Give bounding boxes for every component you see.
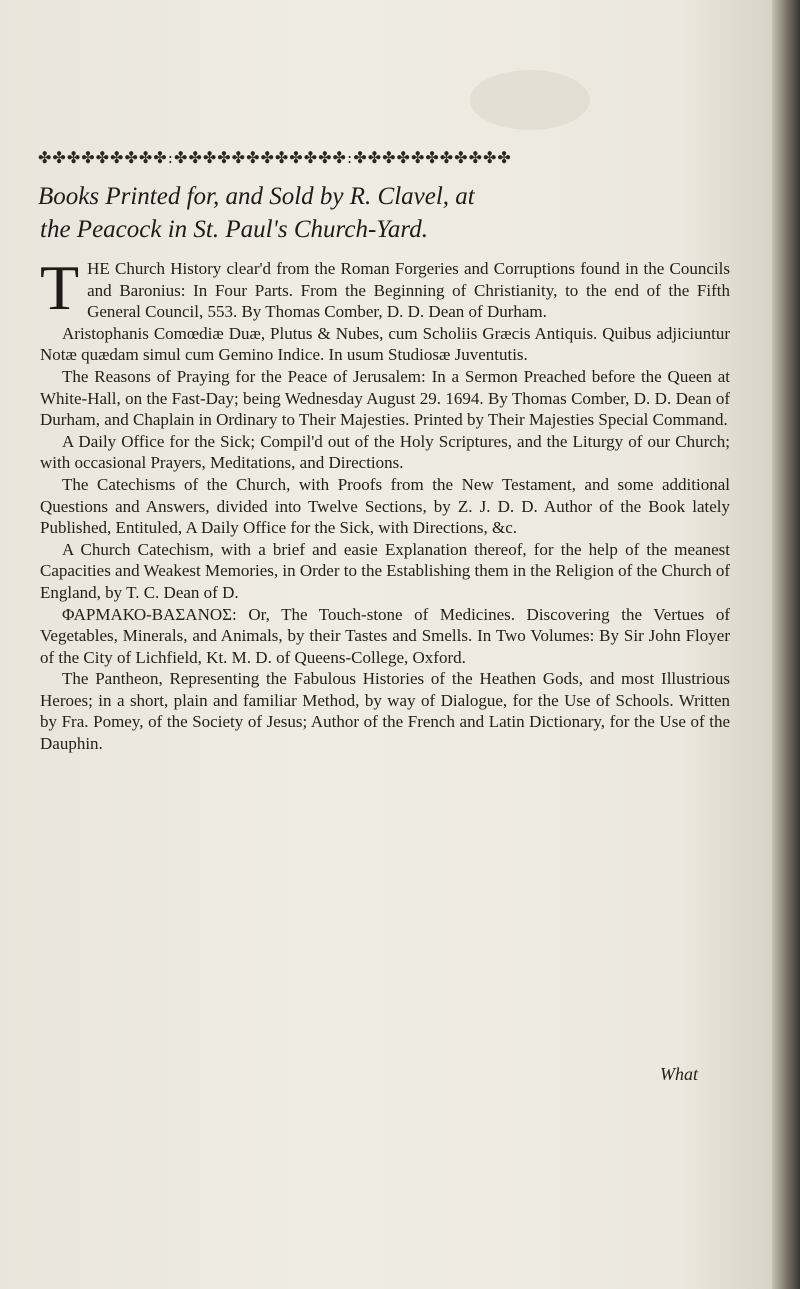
- drop-cap: T: [40, 252, 80, 323]
- list-item: The Pantheon, Representing the Fabulous Histories of the Heathen Gods, and most Illustrious Heroes; in a short, plain and familiar Method, by way of Dialogue, for the Use of Schools. Written by Fra. Pomey, of the Society of Jesus; Author of the French and Latin Dictionary, for the Use of the Dauphin.: [40, 669, 730, 754]
- list-item: HE Church History clear'd from the Roman Forgeries and Corruptions found in the Councils and Baronius: In Four Parts. From the Beginning of Christianity, to the end of the Fifth General Council, 553. By Thomas Comber, D. D. Dean of Durham.: [87, 259, 730, 322]
- list-item: The Reasons of Praying for the Peace of Jerusalem: In a Sermon Preached before the Queen at White-Hall, on the Fast-Day; being Wednesday August 29. 1694. By Thomas Comber, D. D. Dean of Durham, and Chaplain in Ordinary to Their Majesties. Printed by Their Majesties Special Command.: [40, 366, 730, 430]
- ornament-border: ✤✤✤✤✤✤✤✤✤:✤✤✤✤✤✤✤✤✤✤✤✤:✤✤✤✤✤✤✤✤✤✤✤: [38, 148, 512, 167]
- paper-stain: [470, 70, 590, 130]
- list-item: A Church Catechism, with a brief and easie Explanation thereof, for the help of the meanest Capacities and Weakest Memories, in Order to the Establishing them in the Religion of the Church of England, by T. C. Dean of D.: [40, 539, 730, 602]
- list-item: Aristophanis Comœdiæ Duæ, Plutus & Nubes, cum Scholiis Græcis Antiquis. Quibus adjiciuntur Notæ quædam simul cum Gemino Indice. In usum Studiosæ Juventutis.: [40, 323, 730, 365]
- list-item: ΦΑΡΜΑΚΟ-ΒΑΣΑΝΟΣ: Or, The Touch-stone of Medicines. Discovering the Vertues of Vegetables, Minerals, and Animals, by their Tastes and Smells. In Two Volumes: By Sir John Floyer of the City of Lichfield, Kt. M. D. of Queens-College, Oxford.: [40, 604, 730, 667]
- page-heading: [38, 180, 738, 246]
- catchword: What: [660, 1064, 698, 1084]
- list-item: A Daily Office for the Sick; Compil'd out of the Holy Scriptures, and the Liturgy of our Church; with occasional Prayers, Meditations, and Directions.: [40, 431, 730, 473]
- heading-line-1: Books Printed for, and Sold by R. Clavel, at: [38, 183, 475, 210]
- list-item: The Catechisms of the Church, with Proofs from the New Testament, and some additional Questions and Answers, divided into Twelve Sections, by Z. J. D. D. Author of the Book lately Published, Entituled, A Daily Office for the Sick, with Directions, &c.: [40, 474, 730, 538]
- book-spine-edge: [772, 0, 800, 1289]
- heading-line-2: the Peacock in St. Paul's Church-Yard.: [40, 216, 428, 243]
- book-list: [40, 252, 730, 755]
